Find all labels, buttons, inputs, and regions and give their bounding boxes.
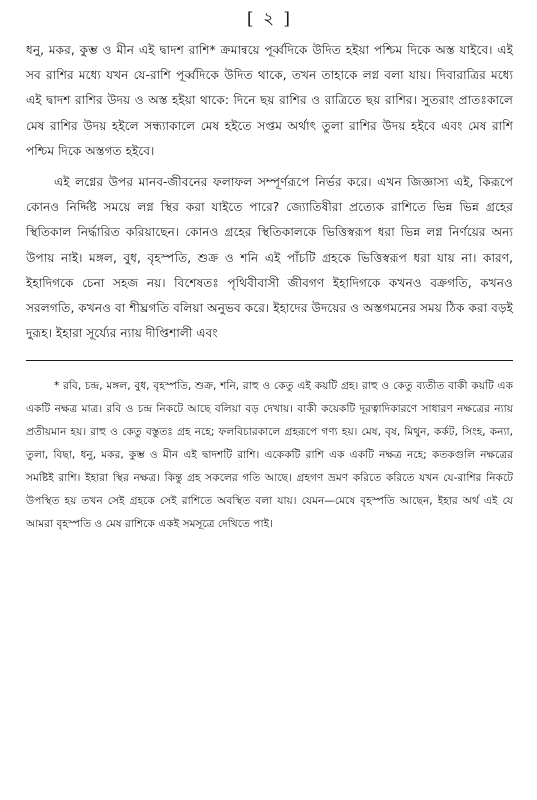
page-number: [ ২ ]: [246, 9, 293, 29]
footnote-divider: [26, 360, 513, 361]
paragraph-2: এই লগ্নের উপর মানব-জীবনের ফলাফল সম্পূর্ণরূপে নির্ভর করে। এখন জিজ্ঞাস্য এই, কিরূপে কোনও নির্দ্দিষ্ট সময়ে লগ্ন স্থির করা যাইতে পারে? জ্যোতিষীরা প্রত্যেক রাশিতে ভিন্ন ভিন্ন গ্রহের স্থিতিকাল নির্দ্ধারিত করিয়াছেন। কোনও গ্রহের স্থিতিকালকে ভিত্তিস্বরূপ ধরা ভিন্ন লগ্ন নির্ণয়ের অন্য উপায় নাই। মঙ্গল, বুধ, বৃহস্পতি, শুক্র ও শনি এই পাঁচটি গ্রহকে ভিত্তিস্বরূপ ধরা যায় না। কারণ, ইহাদিগকে চেনা সহজ নয়। বিশেষতঃ পৃথিবীবাসী জীবগণ ইহাদিগকে কখনও বক্রগতি, কখনও সরলগতি, কখনও বা শীঘ্রগতি বলিয়া অনুভব করে। ইহাদের উদয়ের ও অস্তগমনের সময় ঠিক করা বড়ই দুরূহ। ইহারা সূর্য্যের ন্যায় দীপ্তিশালী এবং: [26, 175, 513, 341]
paragraph-1: ধনু, মকর, কুম্ভ ও মীন এই দ্বাদশ রাশি* ক্রমান্বয়ে পূর্ব্বদিকে উদিত হইয়া পশ্চিম দিকে অস্ত যাইবে। এই সব রাশির মধ্যে যখন যে-রাশি পূর্ব্বদিকে উদিত থাকে, তখন তাহাকে লগ্ন বলা যায়। দিবারাত্রির মধ্যে এই দ্বাদশ রাশির উদয় ও অস্ত হইয়া থাকে: দিনে ছয় রাশির ও রাত্রিতে ছয় রাশির। সুতরাং প্রাতঃকালে মেষ রাশির উদয় হইলে সন্ধ্যাকালে মেষ হইতে সপ্তম অর্থাৎ তুলা রাশির উদয় হইবে এবং মেষ রাশি পশ্চিম দিকে অস্তগত হইবে।: [26, 43, 513, 158]
main-text: [26, 38, 513, 346]
footnote-text: * রবি, চন্দ্র, মঙ্গল, বুধ, বৃহস্পতি, শুক্র, শনি, রাহু ও কেতু এই কয়টি গ্রহ। রাহু ও কেতু ব্যতীত বাকী কয়টি এক একটি নক্ষত্র মাত্র। রবি ও চন্দ্র নিকটে আছে বলিয়া বড় দেখায়। বাকী কয়েকটি দূরত্বাদিকারণে সাধারণ নক্ষত্রের ন্যায় প্রতীয়মান হয়। রাহু ও কেতু বস্তুতঃ গ্রহ নহে; ফলবিচারকালে গ্রহরূপে গণ্য হয়। মেষ, বৃষ, মিথুন, কর্কট, সিংহ, কন্যা, তুলা, বিছা, ধনু, মকর, কুম্ভ ও মীন এই দ্বাদশটি রাশি। একেকটি রাশি এক একটি নক্ষত্র নহে; কতকগুলি নক্ষত্রের সমষ্টিই রাশি। ইহারা স্থির নক্ষত্র। কিন্তু গ্রহ সকলের গতি আছে। গ্রহগণ ভ্রমণ করিতে করিতে যখন যে-রাশির নিকটে উপস্থিত হয় তখন সেই গ্রহকে সেই রাশিতে অবস্থিত বলা যায়। যেমন—মেষে বৃহস্পতি আছেন, ইহার অর্থ এই যে আমরা বৃহস্পতি ও মেষ রাশিকে একই সমসূত্রে দেখিতে পাই।: [26, 380, 513, 531]
footnote-block: [26, 375, 513, 536]
